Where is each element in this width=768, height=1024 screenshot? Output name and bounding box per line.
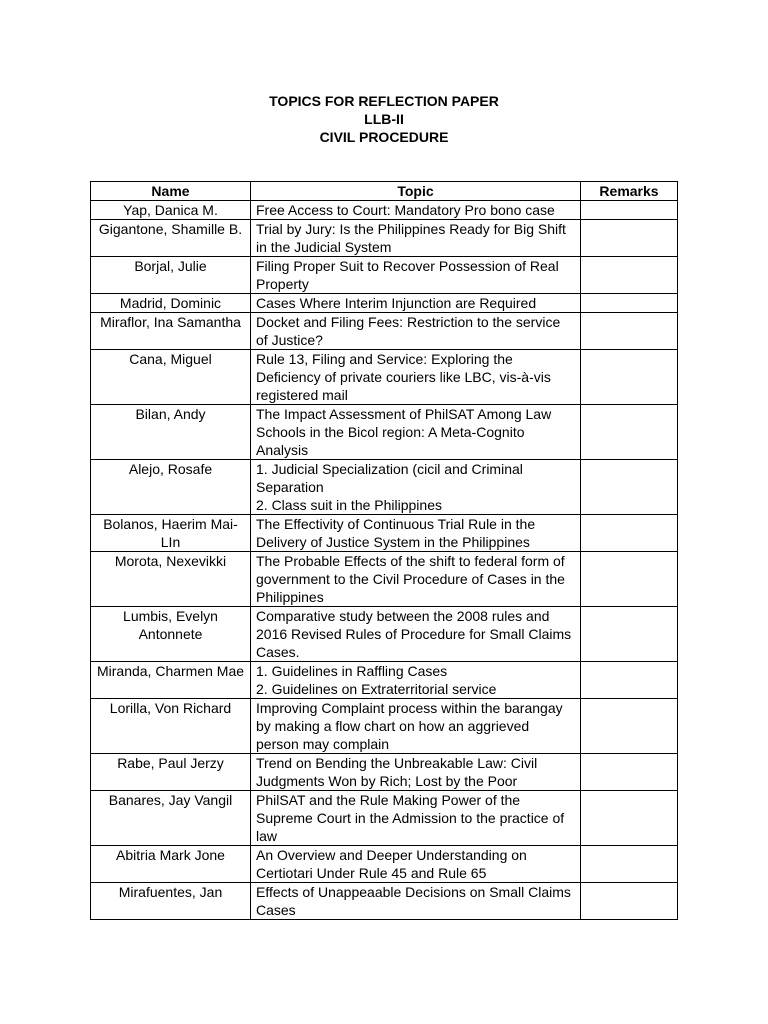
topic-cell: Cases Where Interim Injunction are Required xyxy=(251,294,581,313)
topic-cell: Comparative study between the 2008 rules and 2016 Revised Rules of Procedure for Small Claims Cases. xyxy=(251,607,581,662)
topic-cell: Docket and Filing Fees: Restriction to the service of Justice? xyxy=(251,313,581,350)
name-cell: Mirafuentes, Jan xyxy=(91,883,251,920)
name-cell: Gigantone, Shamille B. xyxy=(91,220,251,257)
table-row xyxy=(91,699,678,754)
topic-cell: The Effectivity of Continuous Trial Rule in the Delivery of Justice System in the Philippines xyxy=(251,515,581,552)
table-row xyxy=(91,607,678,662)
name-cell: Rabe, Paul Jerzy xyxy=(91,754,251,791)
table-row xyxy=(91,350,678,405)
topic-cell: 1. Guidelines in Raffling Cases 2. Guidelines on Extraterritorial service xyxy=(251,662,581,699)
document-title: TOPICS FOR REFLECTION PAPER xyxy=(269,93,499,109)
name-cell: Alejo, Rosafe xyxy=(91,460,251,515)
table-row xyxy=(91,754,678,791)
topic-cell: Improving Complaint process within the barangay by making a flow chart on how an aggrieved person may complain xyxy=(251,699,581,754)
name-cell: Miranda, Charmen Mae xyxy=(91,662,251,699)
table-row xyxy=(91,883,678,920)
remarks-cell xyxy=(581,552,678,607)
topics-table xyxy=(90,181,678,920)
remarks-cell xyxy=(581,883,678,920)
name-cell: Lumbis, Evelyn Antonnete xyxy=(91,607,251,662)
table-row xyxy=(91,662,678,699)
topic-cell: Effects of Unappeaable Decisions on Small Claims Cases xyxy=(251,883,581,920)
remarks-cell xyxy=(581,405,678,460)
table-row xyxy=(91,791,678,846)
remarks-cell xyxy=(581,220,678,257)
name-cell: Madrid, Dominic xyxy=(91,294,251,313)
column-header-name: Name xyxy=(91,182,251,201)
table-row xyxy=(91,405,678,460)
remarks-cell xyxy=(581,846,678,883)
remarks-cell xyxy=(581,257,678,294)
topic-cell: Filing Proper Suit to Recover Possession of Real Property xyxy=(251,257,581,294)
remarks-cell xyxy=(581,313,678,350)
name-cell: Banares, Jay Vangil xyxy=(91,791,251,846)
table-row xyxy=(91,846,678,883)
table-row xyxy=(91,313,678,350)
column-header-remarks: Remarks xyxy=(581,182,678,201)
document-class: LLB-II xyxy=(364,111,404,127)
name-cell: Borjal, Julie xyxy=(91,257,251,294)
remarks-cell xyxy=(581,662,678,699)
name-cell: Bolanos, Haerim Mai-LIn xyxy=(91,515,251,552)
name-cell: Miraflor, Ina Samantha xyxy=(91,313,251,350)
remarks-cell xyxy=(581,699,678,754)
table-row xyxy=(91,201,678,220)
table-row xyxy=(91,460,678,515)
topic-cell: The Impact Assessment of PhilSAT Among Law Schools in the Bicol region: A Meta-Cognito Analysis xyxy=(251,405,581,460)
name-cell: Abitria Mark Jone xyxy=(91,846,251,883)
table-row xyxy=(91,220,678,257)
topic-cell: Free Access to Court: Mandatory Pro bono case xyxy=(251,201,581,220)
name-cell: Cana, Miguel xyxy=(91,350,251,405)
remarks-cell xyxy=(581,515,678,552)
topic-cell: PhilSAT and the Rule Making Power of the Supreme Court in the Admission to the practice of law xyxy=(251,791,581,846)
topic-cell: Rule 13, Filing and Service: Exploring the Deficiency of private couriers like LBC, vis-à-vis registered mail xyxy=(251,350,581,405)
remarks-cell xyxy=(581,350,678,405)
table-row xyxy=(91,515,678,552)
remarks-cell xyxy=(581,294,678,313)
table-row xyxy=(91,294,678,313)
table-row xyxy=(91,552,678,607)
name-cell: Bilan, Andy xyxy=(91,405,251,460)
document-heading xyxy=(0,92,768,146)
table-row xyxy=(91,257,678,294)
document-subject: CIVIL PROCEDURE xyxy=(319,129,449,145)
remarks-cell xyxy=(581,607,678,662)
topic-cell: Trend on Bending the Unbreakable Law: Civil Judgments Won by Rich; Lost by the Poor xyxy=(251,754,581,791)
name-cell: Lorilla, Von Richard xyxy=(91,699,251,754)
name-cell: Yap, Danica M. xyxy=(91,201,251,220)
remarks-cell xyxy=(581,791,678,846)
table-header-row xyxy=(91,182,678,201)
column-header-topic: Topic xyxy=(251,182,581,201)
name-cell: Morota, Nexevikki xyxy=(91,552,251,607)
remarks-cell xyxy=(581,460,678,515)
topic-cell: Trial by Jury: Is the Philippines Ready for Big Shift in the Judicial System xyxy=(251,220,581,257)
topic-cell: The Probable Effects of the shift to federal form of government to the Civil Procedure of Cases in the Philippines xyxy=(251,552,581,607)
topic-cell: 1. Judicial Specialization (cicil and Criminal Separation 2. Class suit in the Philippines xyxy=(251,460,581,515)
remarks-cell xyxy=(581,201,678,220)
remarks-cell xyxy=(581,754,678,791)
topic-cell: An Overview and Deeper Understanding on Certiotari Under Rule 45 and Rule 65 xyxy=(251,846,581,883)
